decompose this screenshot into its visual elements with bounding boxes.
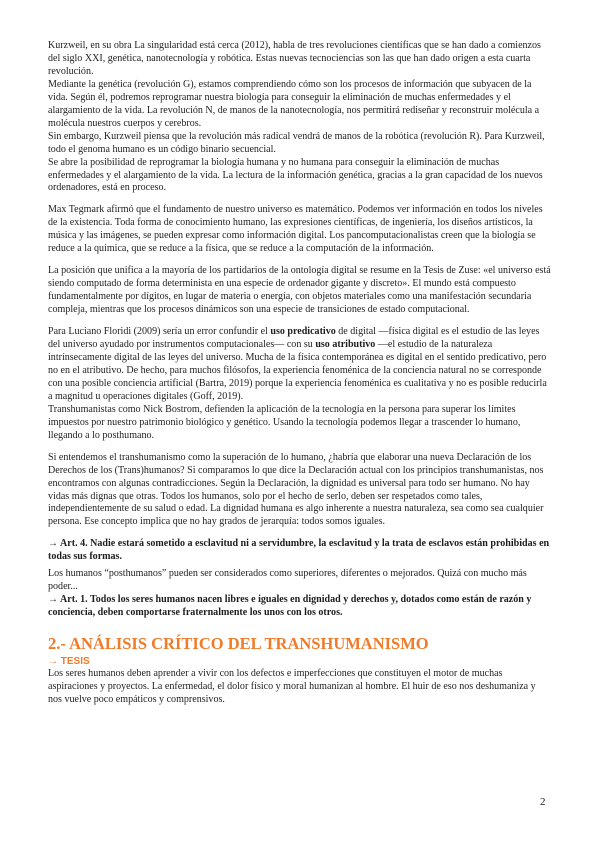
article-4-quote: → Art. 4. Nadie estará sometido a esclavitud ni a servidumbre, la esclavitud y la trata de esclavos están prohibidas en todas sus formas. <box>48 538 550 563</box>
uso-atributivo-term: uso atributivo <box>315 339 376 351</box>
floridi-text-2: de digital —física digital es el estudio de las leyes del universo ayudado por instrumentos computacionales— con su <box>48 326 540 351</box>
paragraph-declaration: Si entendemos el transhumanismo como la superación de lo humano, ¿habría que elaborar una nueva Declaración de los Derechos de los (Trans)humanos? Si comparamos lo que dice la Declaración actual con los principios transhumanistas, nos encontramos con algunas contradicciones. Según la Declaración, la dignidad es universal para todo ser humano. No hay vidas más dignas que otras. Todos los humanos, solo por el hecho de serlo, deben ser respetados como tales, independientemente de su salud o edad. La dignidad humana es algo inherente a nuestra naturaleza, sea como sea cualquier persona. Ese concepto implica que no hay grados de jerarquía: todos somos iguales. <box>48 451 544 528</box>
floridi-text-3: —el estudio de la naturaleza intrínsecamente digital de las leyes del universo. Mucha de la física contemporánea es digital en el sentido predicativo, pero no en el atributivo. De hecho, para muchos filósofos, la experiencia fenoménica de la conciencia natural no se corresponde con una posible conciencia artificial (Bartra, 2019) porque la experiencia fenoménica es cualitativa y no es posible reducirla a magnitud u operaciones digitales (Goff, 2019). <box>48 339 547 402</box>
paragraph-zuse-thesis: La posición que unifica a la mayoría de los partidarios de la ontología digital se resume en la Tesis de Zuse: «el universo está siendo computado de forma determinista en una especie de ordenador gigante y discreto». El mundo está compuesto fundamentalmente por dígitos, en lugar de materia o energía, con objetos materiales como una manifestación secundaria compleja, mientras que los procesos dinámicos son una especie de transiciones de estado computacional. <box>48 265 551 316</box>
thesis-subheading: → TESIS <box>48 656 90 668</box>
paragraph-robotics: Sin embargo, Kurzweil piensa que la revolución más radical vendrá de manos de la robótica (revolución R). Para Kurzweil, todo el genoma humano es un código binario secuencial. <box>48 130 545 155</box>
uso-predicativo-term: uso predicativo <box>270 326 336 338</box>
thesis-paragraph: Los seres humanos deben aprender a vivir con los defectos e imperfecciones que constituyen el motor de muchas aspiraciones y proyectos. La enfermedad, el dolor físico y moral humanizan al hombre. El huir de eso nos deshumaniza y nos vuelve poco empáticos y comprensivos. <box>48 668 536 705</box>
section-heading: 2.- ANÁLISIS CRÍTICO DEL TRANSHUMANISMO <box>48 634 429 654</box>
paragraph-genetics: Mediante la genética (revolución G), estamos comprendiendo cómo son los procesos de información que subyacen de la vida. Según él, podremos reprogramar nuestra biología para conseguir la eliminación de muchas enfermedades y el alargamiento de la vida. La revolución N, de manos de la nanotecnología, nos permitirá rediseñar y reconstruir molécula a molécula nuestros cuerpos y cerebros. <box>48 78 540 129</box>
paragraph-bostrom: Transhumanistas como Nick Bostrom, defienden la aplicación de la tecnología en la persona para superar los límites impuestos por nuestro patrimonio biológico y genético. Usando la tecnología podemos llegar a trascender lo humano, llegando a lo posthumano. <box>48 403 521 441</box>
page-number: 2 <box>540 796 546 808</box>
document-body <box>48 40 552 707</box>
paragraph-tegmark: Max Tegmark afirmó que el fundamento de nuestro universo es matemático. Podemos ver información en todos los niveles de la existencia. Toda forma de conocimiento humano, las expresiones científicas, de ingeniería, los diseños artísticos, la música y las imágenes, se pueden expresar como información digital. Los pancomputacionalistas creen que la biología se reduce a la química, que se reduce a la física, que se reduce a la computación de la información. <box>48 204 543 255</box>
article-1-quote: → Art. 1. Todos los seres humanos nacen libres e iguales en dignidad y derechos y, dotados como están de razón y conciencia, deben comportarse fraternalmente los unos con los otros. <box>48 594 532 619</box>
paragraph-posthumans: Los humanos “posthumanos” pueden ser considerados como superiores, diferentes o mejorados. Quizá con mucho más poder... <box>48 568 527 593</box>
floridi-text-1: Para Luciano Floridi (2009) sería un error confundir el <box>48 326 271 338</box>
paragraph-kurzweil-intro: Kurzweil, en su obra La singularidad está cerca (2012), habla de tres revoluciones científicas que se han dado a comienzos del siglo XXI, genética, nanotecnología y robótica. Estas nuevas tecnociencias son las que han dado origen a esta cuarta revolución. <box>48 40 541 77</box>
paragraph-floridi <box>48 326 552 404</box>
paragraph-reprogramming: Se abre la posibilidad de reprogramar la biología humana y no humana para conseguir la eliminación de muchas enfermedades y el alargamiento de la vida. La lectura de la información genética, gracias a la gran capacidad de los nuevos ordenadores, está en proceso. <box>48 156 543 194</box>
